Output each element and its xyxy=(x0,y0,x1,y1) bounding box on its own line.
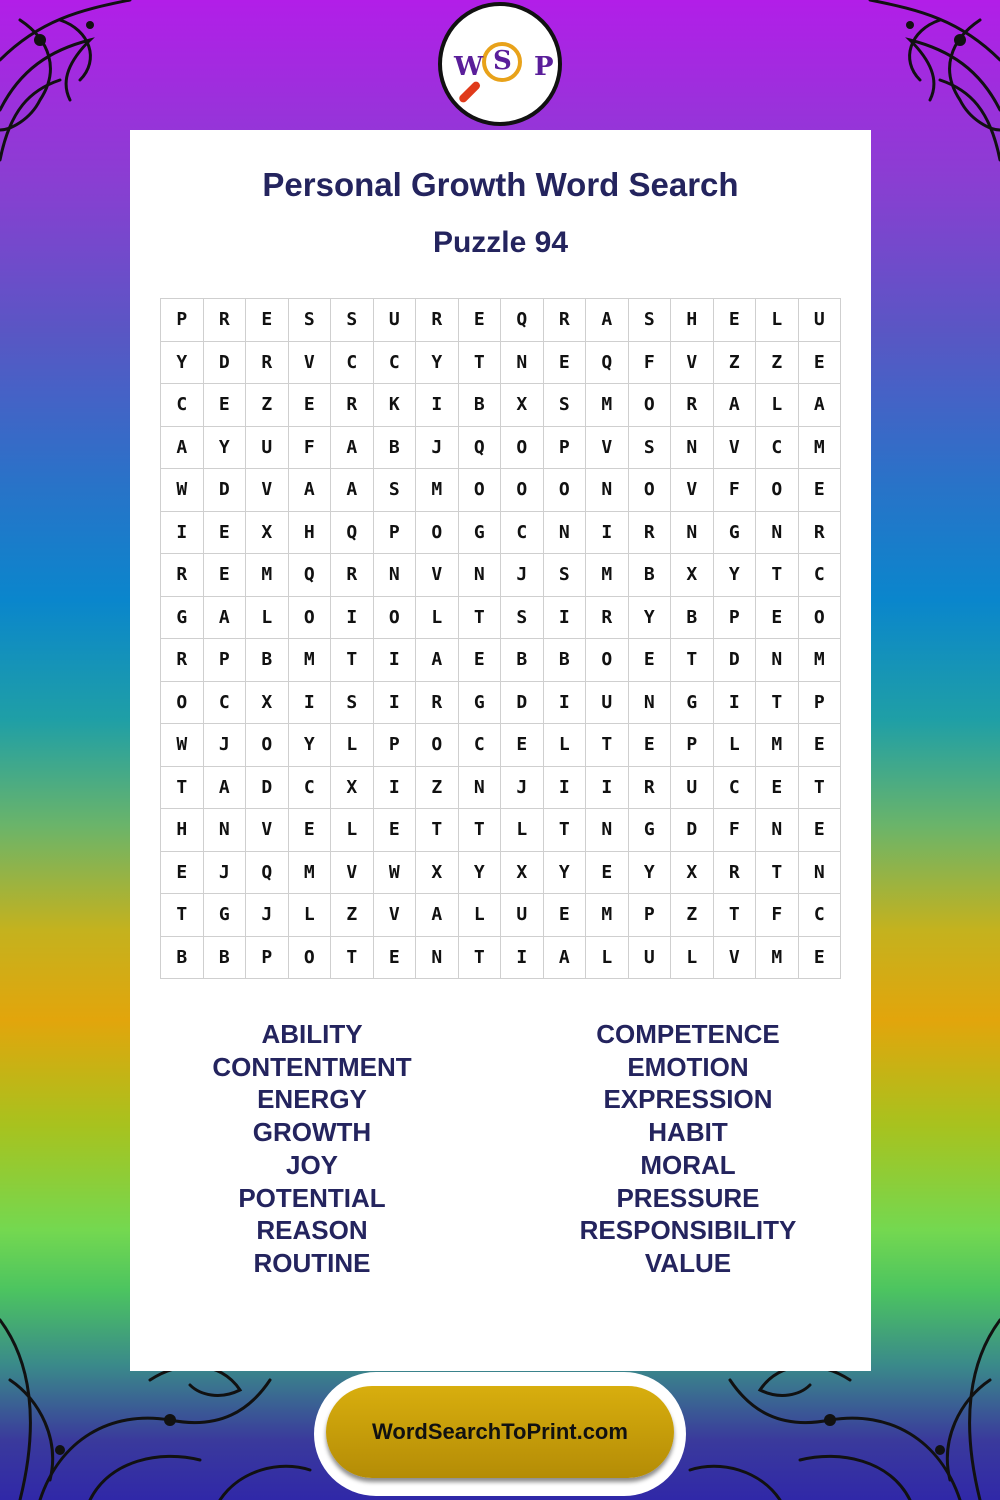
grid-cell[interactable]: P xyxy=(671,724,714,767)
grid-cell[interactable]: Y xyxy=(416,342,459,385)
grid-cell[interactable]: R xyxy=(331,554,374,597)
grid-cell[interactable]: C xyxy=(289,767,332,810)
grid-cell[interactable]: B xyxy=(161,937,204,980)
grid-cell[interactable]: L xyxy=(756,384,799,427)
grid-cell[interactable]: W xyxy=(161,724,204,767)
grid-cell[interactable]: Y xyxy=(459,852,502,895)
grid-cell[interactable]: P xyxy=(629,894,672,937)
grid-cell[interactable]: Z xyxy=(416,767,459,810)
grid-cell[interactable]: O xyxy=(289,597,332,640)
grid-cell[interactable]: I xyxy=(586,512,629,555)
grid-cell[interactable]: N xyxy=(756,639,799,682)
word-list-item: REASON xyxy=(256,1215,368,1246)
word-list-item: COMPETENCE xyxy=(596,1019,780,1049)
word-list-item: HABIT xyxy=(648,1117,728,1148)
grid-cell[interactable]: T xyxy=(459,937,502,980)
grid-cell[interactable]: E xyxy=(586,852,629,895)
grid-cell[interactable]: V xyxy=(246,809,289,852)
grid-cell[interactable]: T xyxy=(799,767,842,810)
grid-cell[interactable]: V xyxy=(586,427,629,470)
grid-cell[interactable]: S xyxy=(331,299,374,342)
logo-letter-s: S xyxy=(493,46,512,76)
grid-cell[interactable]: X xyxy=(671,852,714,895)
grid-cell[interactable]: D xyxy=(714,639,757,682)
grid-cell[interactable]: L xyxy=(416,597,459,640)
grid-cell[interactable]: O xyxy=(501,469,544,512)
grid-cell[interactable]: V xyxy=(331,852,374,895)
grid-cell[interactable]: Y xyxy=(629,597,672,640)
grid-cell[interactable]: W xyxy=(161,469,204,512)
grid-cell[interactable]: X xyxy=(246,682,289,725)
grid-cell[interactable]: T xyxy=(161,767,204,810)
grid-cell[interactable]: R xyxy=(331,384,374,427)
word-list-item: ROUTINE xyxy=(253,1247,371,1278)
grid-cell[interactable]: C xyxy=(714,767,757,810)
grid-cell[interactable]: M xyxy=(586,384,629,427)
grid-cell[interactable]: I xyxy=(374,639,417,682)
grid-cell[interactable]: M xyxy=(246,554,289,597)
grid-cell[interactable]: A xyxy=(544,937,587,980)
grid-cell[interactable]: D xyxy=(501,682,544,725)
grid-cell[interactable]: E xyxy=(756,767,799,810)
grid-cell[interactable]: R xyxy=(416,299,459,342)
grid-cell[interactable]: I xyxy=(544,597,587,640)
grid-cell[interactable]: U xyxy=(246,427,289,470)
grid-cell[interactable]: E xyxy=(204,384,247,427)
grid-cell[interactable]: R xyxy=(629,512,672,555)
grid-cell[interactable]: T xyxy=(416,809,459,852)
grid-cell[interactable]: U xyxy=(799,299,842,342)
grid-cell[interactable]: J xyxy=(246,894,289,937)
grid-cell[interactable]: A xyxy=(416,639,459,682)
grid-cell[interactable]: S xyxy=(629,427,672,470)
grid-cell[interactable]: O xyxy=(501,427,544,470)
grid-cell[interactable]: X xyxy=(416,852,459,895)
grid-cell[interactable]: Q xyxy=(501,299,544,342)
grid-cell[interactable]: B xyxy=(204,937,247,980)
grid-cell[interactable]: Y xyxy=(204,427,247,470)
puzzle-card xyxy=(130,130,871,1371)
grid-cell[interactable]: U xyxy=(501,894,544,937)
grid-cell[interactable]: R xyxy=(204,299,247,342)
grid-cell[interactable]: E xyxy=(799,809,842,852)
grid-cell[interactable]: E xyxy=(204,554,247,597)
grid-cell[interactable]: W xyxy=(374,852,417,895)
grid-cell[interactable]: M xyxy=(756,937,799,980)
grid-cell[interactable]: N xyxy=(671,427,714,470)
grid-cell[interactable]: E xyxy=(629,639,672,682)
word-list-item: JOY xyxy=(285,1149,339,1180)
grid-cell[interactable]: L xyxy=(544,724,587,767)
grid-cell[interactable]: R xyxy=(416,682,459,725)
grid-cell[interactable]: F xyxy=(289,427,332,470)
grid-cell[interactable]: B xyxy=(459,384,502,427)
grid-cell[interactable]: O xyxy=(586,639,629,682)
grid-cell[interactable]: G xyxy=(671,682,714,725)
grid-cell[interactable]: C xyxy=(459,724,502,767)
grid-cell[interactable]: E xyxy=(374,937,417,980)
grid-cell[interactable]: U xyxy=(586,682,629,725)
site-url: WordSearchToPrint.com xyxy=(372,1419,628,1444)
grid-cell[interactable]: Y xyxy=(161,342,204,385)
grid-cell[interactable]: M xyxy=(289,852,332,895)
grid-cell[interactable]: M xyxy=(289,639,332,682)
grid-cell[interactable]: E xyxy=(246,299,289,342)
grid-cell[interactable]: C xyxy=(161,384,204,427)
grid-cell[interactable]: O xyxy=(544,469,587,512)
grid-cell[interactable]: C xyxy=(799,554,842,597)
grid-cell[interactable]: L xyxy=(459,894,502,937)
grid-cell[interactable]: A xyxy=(204,767,247,810)
grid-cell[interactable]: E xyxy=(544,342,587,385)
grid-cell[interactable]: N xyxy=(629,682,672,725)
grid-cell[interactable]: C xyxy=(799,894,842,937)
grid-cell[interactable]: T xyxy=(756,682,799,725)
grid-cell[interactable]: M xyxy=(586,554,629,597)
grid-cell[interactable]: F xyxy=(756,894,799,937)
grid-cell[interactable]: Q xyxy=(289,554,332,597)
word-list-item: GROWTH xyxy=(252,1117,372,1148)
word-list-item: MORAL xyxy=(640,1149,736,1180)
grid-cell[interactable]: V xyxy=(416,554,459,597)
grid-cell[interactable]: I xyxy=(586,767,629,810)
grid-cell[interactable]: Y xyxy=(629,852,672,895)
grid-cell[interactable]: S xyxy=(289,299,332,342)
grid-cell[interactable]: B xyxy=(374,427,417,470)
grid-cell[interactable]: U xyxy=(671,767,714,810)
letter-grid xyxy=(160,298,841,979)
grid-cell[interactable]: M xyxy=(586,894,629,937)
grid-cell[interactable]: S xyxy=(501,597,544,640)
grid-cell[interactable]: G xyxy=(459,682,502,725)
grid-cell[interactable]: B xyxy=(501,639,544,682)
grid-cell[interactable]: S xyxy=(629,299,672,342)
grid-cell[interactable]: E xyxy=(799,342,842,385)
grid-cell[interactable]: L xyxy=(714,724,757,767)
grid-cell[interactable]: O xyxy=(459,469,502,512)
grid-cell[interactable]: T xyxy=(331,639,374,682)
grid-cell[interactable]: D xyxy=(204,342,247,385)
grid-cell[interactable]: E xyxy=(289,384,332,427)
grid-cell[interactable]: O xyxy=(629,384,672,427)
grid-cell[interactable]: A xyxy=(799,384,842,427)
grid-cell[interactable]: E xyxy=(501,724,544,767)
grid-cell[interactable]: A xyxy=(331,427,374,470)
grid-cell[interactable]: H xyxy=(671,299,714,342)
grid-cell[interactable]: U xyxy=(629,937,672,980)
grid-cell[interactable]: Z xyxy=(671,894,714,937)
grid-cell[interactable]: E xyxy=(374,809,417,852)
grid-cell[interactable]: P xyxy=(374,724,417,767)
word-list-item: POTENTIAL xyxy=(238,1182,386,1213)
grid-cell[interactable]: U xyxy=(374,299,417,342)
grid-cell[interactable]: B xyxy=(544,639,587,682)
grid-cell[interactable]: I xyxy=(416,384,459,427)
grid-cell[interactable]: D xyxy=(204,469,247,512)
grid-cell[interactable]: N xyxy=(416,937,459,980)
grid-cell[interactable]: T xyxy=(544,809,587,852)
page-title: Personal Growth Word Search xyxy=(262,166,739,203)
grid-cell[interactable]: C xyxy=(204,682,247,725)
grid-cell[interactable]: M xyxy=(799,639,842,682)
grid-cell[interactable]: F xyxy=(714,809,757,852)
grid-cell[interactable]: M xyxy=(416,469,459,512)
word-list-item: ABILITY xyxy=(261,1019,363,1049)
grid-cell[interactable]: G xyxy=(714,512,757,555)
grid-cell[interactable]: O xyxy=(416,724,459,767)
grid-cell[interactable]: B xyxy=(246,639,289,682)
puzzle-number: Puzzle 94 xyxy=(432,226,569,259)
grid-cell[interactable]: S xyxy=(374,469,417,512)
grid-cell[interactable]: R xyxy=(161,639,204,682)
grid-cell[interactable]: O xyxy=(799,597,842,640)
grid-cell[interactable]: V xyxy=(671,469,714,512)
logo-letter-p: P xyxy=(534,52,554,82)
grid-cell[interactable]: G xyxy=(161,597,204,640)
grid-cell[interactable]: I xyxy=(501,937,544,980)
grid-cell[interactable]: E xyxy=(289,809,332,852)
grid-cell[interactable]: T xyxy=(756,852,799,895)
word-list-right xyxy=(548,1018,828,1280)
word-list-item: CONTENTMENT xyxy=(212,1051,412,1082)
grid-cell[interactable]: J xyxy=(204,724,247,767)
grid-cell[interactable]: V xyxy=(671,342,714,385)
grid-cell[interactable]: X xyxy=(331,767,374,810)
grid-cell[interactable]: Z xyxy=(331,894,374,937)
grid-cell[interactable]: Y xyxy=(714,554,757,597)
grid-cell[interactable]: L xyxy=(586,937,629,980)
grid-cell[interactable]: T xyxy=(586,724,629,767)
grid-cell[interactable]: L xyxy=(671,937,714,980)
grid-cell[interactable]: N xyxy=(459,554,502,597)
grid-cell[interactable]: X xyxy=(501,384,544,427)
grid-cell[interactable]: T xyxy=(671,639,714,682)
grid-cell[interactable]: B xyxy=(671,597,714,640)
word-list-item: EMOTION xyxy=(627,1051,749,1082)
grid-cell[interactable]: O xyxy=(289,937,332,980)
grid-cell[interactable]: R xyxy=(246,342,289,385)
grid-cell[interactable]: G xyxy=(204,894,247,937)
grid-cell[interactable]: A xyxy=(586,299,629,342)
grid-cell[interactable]: T xyxy=(459,597,502,640)
grid-cell[interactable]: N xyxy=(586,809,629,852)
grid-cell[interactable]: R xyxy=(714,852,757,895)
grid-cell[interactable]: T xyxy=(459,809,502,852)
grid-cell[interactable]: J xyxy=(204,852,247,895)
grid-cell[interactable]: H xyxy=(289,512,332,555)
grid-cell[interactable]: Y xyxy=(544,852,587,895)
grid-cell[interactable]: I xyxy=(374,682,417,725)
grid-cell[interactable]: S xyxy=(544,554,587,597)
word-list-item: VALUE xyxy=(644,1247,732,1278)
grid-cell[interactable]: A xyxy=(714,384,757,427)
grid-cell[interactable]: M xyxy=(799,427,842,470)
grid-cell[interactable]: A xyxy=(416,894,459,937)
grid-cell[interactable]: F xyxy=(714,469,757,512)
grid-cell[interactable]: N xyxy=(544,512,587,555)
grid-cell[interactable]: O xyxy=(756,469,799,512)
grid-cell[interactable]: E xyxy=(544,894,587,937)
grid-cell[interactable]: R xyxy=(544,299,587,342)
grid-cell[interactable]: E xyxy=(629,724,672,767)
grid-cell[interactable]: R xyxy=(161,554,204,597)
grid-cell[interactable]: J xyxy=(501,554,544,597)
grid-cell[interactable]: X xyxy=(501,852,544,895)
site-link[interactable] xyxy=(326,1386,674,1478)
grid-cell[interactable]: P xyxy=(714,597,757,640)
grid-cell[interactable]: D xyxy=(671,809,714,852)
grid-cell[interactable]: E xyxy=(459,639,502,682)
grid-cell[interactable]: E xyxy=(459,299,502,342)
word-list-left xyxy=(172,1018,452,1280)
grid-cell[interactable]: N xyxy=(586,469,629,512)
grid-cell[interactable]: I xyxy=(289,682,332,725)
grid-cell[interactable]: R xyxy=(671,384,714,427)
grid-cell[interactable]: X xyxy=(246,512,289,555)
grid-cell[interactable]: C xyxy=(756,427,799,470)
magnifier-handle xyxy=(458,80,482,104)
grid-cell[interactable]: C xyxy=(374,342,417,385)
grid-cell[interactable]: T xyxy=(714,894,757,937)
grid-cell[interactable]: E xyxy=(204,512,247,555)
grid-cell[interactable]: R xyxy=(586,597,629,640)
grid-cell[interactable]: N xyxy=(756,809,799,852)
grid-cell[interactable]: Z xyxy=(756,342,799,385)
grid-cell[interactable]: V xyxy=(374,894,417,937)
grid-cell[interactable]: V xyxy=(714,937,757,980)
grid-cell[interactable]: R xyxy=(799,512,842,555)
grid-cell[interactable]: P xyxy=(246,937,289,980)
word-list-item: PRESSURE xyxy=(616,1182,760,1213)
logo-letter-w: W xyxy=(454,52,484,82)
grid-cell[interactable]: F xyxy=(629,342,672,385)
grid-cell[interactable]: T xyxy=(459,342,502,385)
grid-cell[interactable]: E xyxy=(161,852,204,895)
grid-cell[interactable]: N xyxy=(799,852,842,895)
grid-cell[interactable]: Q xyxy=(331,512,374,555)
grid-cell[interactable]: Q xyxy=(459,427,502,470)
grid-cell[interactable]: M xyxy=(756,724,799,767)
grid-cell[interactable]: Q xyxy=(586,342,629,385)
grid-cell[interactable]: B xyxy=(629,554,672,597)
grid-cell[interactable]: T xyxy=(331,937,374,980)
word-list-item: RESPONSIBILITY xyxy=(579,1215,797,1246)
grid-cell[interactable]: O xyxy=(374,597,417,640)
grid-cell[interactable]: K xyxy=(374,384,417,427)
grid-cell[interactable]: P xyxy=(799,682,842,725)
grid-cell[interactable]: N xyxy=(756,512,799,555)
grid-cell[interactable]: G xyxy=(629,809,672,852)
grid-cell[interactable]: P xyxy=(204,639,247,682)
grid-cell[interactable]: P xyxy=(161,299,204,342)
grid-cell[interactable]: H xyxy=(161,809,204,852)
grid-cell[interactable]: T xyxy=(161,894,204,937)
grid-cell[interactable]: V xyxy=(289,342,332,385)
grid-cell[interactable]: V xyxy=(714,427,757,470)
grid-cell[interactable]: O xyxy=(246,724,289,767)
grid-cell[interactable]: O xyxy=(416,512,459,555)
grid-cell[interactable]: R xyxy=(629,767,672,810)
grid-cell[interactable]: I xyxy=(331,597,374,640)
grid-cell[interactable]: N xyxy=(671,512,714,555)
grid-cell[interactable]: C xyxy=(501,512,544,555)
grid-cell[interactable]: Y xyxy=(289,724,332,767)
grid-cell[interactable]: E xyxy=(756,597,799,640)
grid-cell[interactable]: C xyxy=(331,342,374,385)
grid-cell[interactable]: S xyxy=(544,384,587,427)
grid-cell[interactable]: D xyxy=(246,767,289,810)
grid-cell[interactable]: V xyxy=(246,469,289,512)
grid-cell[interactable]: P xyxy=(374,512,417,555)
grid-cell[interactable]: L xyxy=(756,299,799,342)
grid-cell[interactable]: N xyxy=(459,767,502,810)
grid-cell[interactable]: A xyxy=(331,469,374,512)
grid-cell[interactable]: E xyxy=(799,469,842,512)
grid-cell[interactable]: L xyxy=(331,724,374,767)
grid-cell[interactable]: L xyxy=(331,809,374,852)
grid-cell[interactable]: Z xyxy=(714,342,757,385)
grid-cell[interactable]: L xyxy=(501,809,544,852)
grid-cell[interactable]: N xyxy=(204,809,247,852)
grid-cell[interactable]: A xyxy=(161,427,204,470)
grid-cell[interactable]: L xyxy=(289,894,332,937)
grid-cell[interactable]: Z xyxy=(246,384,289,427)
footer-badge xyxy=(314,1372,686,1496)
grid-cell[interactable]: E xyxy=(799,937,842,980)
grid-cell[interactable]: J xyxy=(501,767,544,810)
grid-cell[interactable]: E xyxy=(799,724,842,767)
grid-cell[interactable]: S xyxy=(331,682,374,725)
grid-cell[interactable]: I xyxy=(544,682,587,725)
grid-cell[interactable]: T xyxy=(756,554,799,597)
grid-cell[interactable]: N xyxy=(374,554,417,597)
grid-cell[interactable]: L xyxy=(246,597,289,640)
grid-cell[interactable]: E xyxy=(714,299,757,342)
grid-cell[interactable]: J xyxy=(416,427,459,470)
grid-cell[interactable]: N xyxy=(501,342,544,385)
wsp-logo xyxy=(438,2,562,126)
grid-cell[interactable]: X xyxy=(671,554,714,597)
grid-cell[interactable]: A xyxy=(289,469,332,512)
grid-cell[interactable]: I xyxy=(544,767,587,810)
grid-cell[interactable]: I xyxy=(374,767,417,810)
grid-cell[interactable]: O xyxy=(629,469,672,512)
grid-cell[interactable]: P xyxy=(544,427,587,470)
grid-cell[interactable]: I xyxy=(714,682,757,725)
grid-cell[interactable]: O xyxy=(161,682,204,725)
grid-cell[interactable]: I xyxy=(161,512,204,555)
word-list-item: ENERGY xyxy=(257,1084,367,1115)
grid-cell[interactable]: Q xyxy=(246,852,289,895)
word-list-item: EXPRESSION xyxy=(603,1084,773,1115)
grid-cell[interactable]: A xyxy=(204,597,247,640)
grid-cell[interactable]: G xyxy=(459,512,502,555)
